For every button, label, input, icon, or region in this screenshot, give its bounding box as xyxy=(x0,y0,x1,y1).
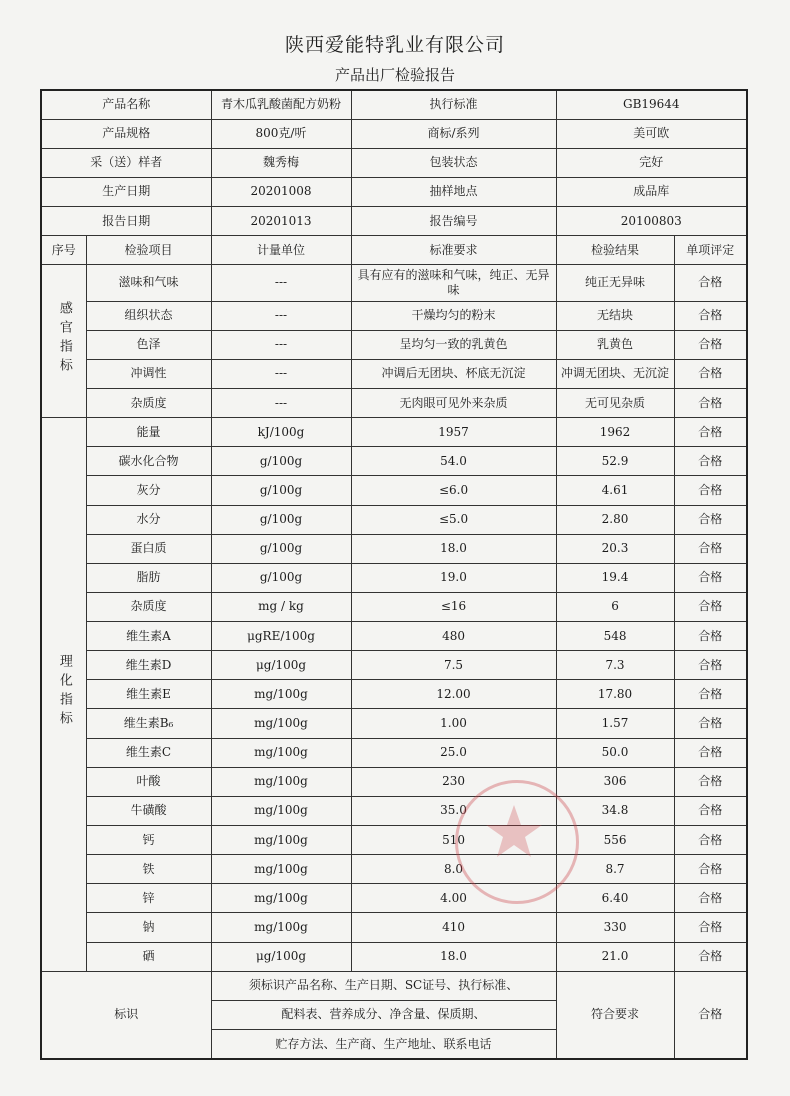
info-row xyxy=(41,207,747,236)
result: 21.0 xyxy=(556,942,674,971)
unit: mg/100g xyxy=(211,855,351,884)
category-label: 理化指标 xyxy=(56,654,72,731)
table-row xyxy=(41,622,747,651)
item-name: 维生素B₆ xyxy=(86,709,211,738)
item-name: 牛磺酸 xyxy=(86,796,211,825)
unit: μgRE/100g xyxy=(211,622,351,651)
info-label: 抽样地点 xyxy=(351,177,556,206)
table-row xyxy=(41,680,747,709)
unit: mg/100g xyxy=(211,767,351,796)
standard: 7.5 xyxy=(351,651,556,680)
evaluation: 合格 xyxy=(674,680,747,709)
item-name: 维生素C xyxy=(86,738,211,767)
standard: 19.0 xyxy=(351,563,556,592)
standard: 230 xyxy=(351,767,556,796)
unit: mg/100g xyxy=(211,884,351,913)
evaluation: 合格 xyxy=(674,942,747,971)
evaluation: 合格 xyxy=(674,418,747,447)
standard: 呈均匀一致的乳黄色 xyxy=(351,330,556,359)
item-name: 蛋白质 xyxy=(86,534,211,563)
table-row xyxy=(41,738,747,767)
evaluation: 合格 xyxy=(674,884,747,913)
item-name: 钙 xyxy=(86,826,211,855)
column-header: 检验项目 xyxy=(86,236,211,265)
result: 330 xyxy=(556,913,674,942)
result: 4.61 xyxy=(556,476,674,505)
table-row xyxy=(41,301,747,330)
evaluation: 合格 xyxy=(674,476,747,505)
table-row xyxy=(41,505,747,534)
evaluation: 合格 xyxy=(674,913,747,942)
result: 34.8 xyxy=(556,796,674,825)
evaluation: 合格 xyxy=(674,592,747,621)
item-name: 碳水化合物 xyxy=(86,447,211,476)
info-value: 20100803 xyxy=(556,207,747,236)
evaluation: 合格 xyxy=(674,388,747,417)
report-title: 产品出厂检验报告 xyxy=(334,66,455,84)
item-name: 组织状态 xyxy=(86,301,211,330)
result: 52.9 xyxy=(556,447,674,476)
evaluation: 合格 xyxy=(674,855,747,884)
table-row xyxy=(41,563,747,592)
standard: ≤6.0 xyxy=(351,476,556,505)
info-value: GB19644 xyxy=(556,90,747,119)
evaluation: 合格 xyxy=(674,651,747,680)
unit: g/100g xyxy=(211,534,351,563)
table-row xyxy=(41,913,747,942)
evaluation: 合格 xyxy=(674,826,747,855)
item-name: 铁 xyxy=(86,855,211,884)
item-name: 杂质度 xyxy=(86,592,211,621)
column-header: 序号 xyxy=(41,236,86,265)
unit: μg/100g xyxy=(211,942,351,971)
evaluation: 合格 xyxy=(674,622,747,651)
standard: 1957 xyxy=(351,418,556,447)
unit: μg/100g xyxy=(211,651,351,680)
item-name: 滋味和气味 xyxy=(86,265,211,301)
evaluation: 合格 xyxy=(674,265,747,301)
result: 2.80 xyxy=(556,505,674,534)
table-row xyxy=(41,476,747,505)
unit: g/100g xyxy=(211,447,351,476)
item-name: 维生素A xyxy=(86,622,211,651)
unit: g/100g xyxy=(211,476,351,505)
unit: mg/100g xyxy=(211,709,351,738)
table-row xyxy=(41,359,747,388)
table-row xyxy=(41,592,747,621)
unit: g/100g xyxy=(211,505,351,534)
table-row xyxy=(41,884,747,913)
standard: ≤16 xyxy=(351,592,556,621)
standard: 54.0 xyxy=(351,447,556,476)
info-row xyxy=(41,119,747,148)
standard: 4.00 xyxy=(351,884,556,913)
info-value: 成品库 xyxy=(556,177,747,206)
standard: 具有应有的滋味和气味，纯正、无异味 xyxy=(351,265,556,301)
result: 306 xyxy=(556,767,674,796)
table-row xyxy=(41,418,747,447)
table-row xyxy=(41,447,747,476)
table-row xyxy=(41,767,747,796)
table-row xyxy=(41,796,747,825)
item-name: 硒 xyxy=(86,942,211,971)
table-row xyxy=(41,651,747,680)
info-row xyxy=(41,148,747,177)
evaluation: 合格 xyxy=(674,359,747,388)
label-row xyxy=(41,971,747,1000)
evaluation: 合格 xyxy=(674,534,747,563)
standard: 410 xyxy=(351,913,556,942)
item-name: 维生素D xyxy=(86,651,211,680)
table-row xyxy=(41,942,747,971)
info-label: 产品规格 xyxy=(41,119,211,148)
table-row xyxy=(41,709,747,738)
standard: 干燥均匀的粉末 xyxy=(351,301,556,330)
result: 6.40 xyxy=(556,884,674,913)
company-name: 陕西爱能特乳业有限公司 xyxy=(284,34,505,56)
unit: --- xyxy=(211,301,351,330)
item-name: 脂肪 xyxy=(86,563,211,592)
column-header: 检验结果 xyxy=(556,236,674,265)
item-name: 标识 xyxy=(41,971,211,1059)
standard: 冲调后无团块、杯底无沉淀 xyxy=(351,359,556,388)
item-name: 色泽 xyxy=(86,330,211,359)
standard: 无肉眼可见外来杂质 xyxy=(351,388,556,417)
standard: 18.0 xyxy=(351,942,556,971)
info-value: 完好 xyxy=(556,148,747,177)
info-label: 包装状态 xyxy=(351,148,556,177)
result: 556 xyxy=(556,826,674,855)
result: 17.80 xyxy=(556,680,674,709)
item-name: 杂质度 xyxy=(86,388,211,417)
info-label: 生产日期 xyxy=(41,177,211,206)
evaluation: 合格 xyxy=(674,330,747,359)
info-label: 商标/系列 xyxy=(351,119,556,148)
result: 无结块 xyxy=(556,301,674,330)
table-row xyxy=(41,826,747,855)
result: 8.7 xyxy=(556,855,674,884)
info-value: 800克/听 xyxy=(211,119,351,148)
result: 乳黄色 xyxy=(556,330,674,359)
result: 1962 xyxy=(556,418,674,447)
unit: --- xyxy=(211,265,351,301)
category-physchem xyxy=(41,418,86,972)
column-header: 计量单位 xyxy=(211,236,351,265)
result: 19.4 xyxy=(556,563,674,592)
evaluation: 合格 xyxy=(674,563,747,592)
info-label: 报告日期 xyxy=(41,207,211,236)
standard: 12.00 xyxy=(351,680,556,709)
category-sensory xyxy=(41,265,86,418)
table-header-row xyxy=(41,236,747,265)
item-name: 水分 xyxy=(86,505,211,534)
item-name: 钠 xyxy=(86,913,211,942)
unit: mg/100g xyxy=(211,738,351,767)
result: 符合要求 xyxy=(556,971,674,1059)
unit: mg/100g xyxy=(211,680,351,709)
info-value: 青木瓜乳酸菌配方奶粉 xyxy=(211,90,351,119)
column-header: 单项评定 xyxy=(674,236,747,265)
info-label: 执行标准 xyxy=(351,90,556,119)
unit: kJ/100g xyxy=(211,418,351,447)
info-label: 采（送）样者 xyxy=(41,148,211,177)
evaluation: 合格 xyxy=(674,709,747,738)
unit: mg/100g xyxy=(211,796,351,825)
unit: mg/100g xyxy=(211,826,351,855)
unit: --- xyxy=(211,330,351,359)
standard: 480 xyxy=(351,622,556,651)
result: 20.3 xyxy=(556,534,674,563)
result: 50.0 xyxy=(556,738,674,767)
evaluation: 合格 xyxy=(674,796,747,825)
unit: mg / kg xyxy=(211,592,351,621)
label-requirement-line: 配料表、营养成分、净含量、保质期、 xyxy=(211,1000,556,1029)
table-row xyxy=(41,388,747,417)
standard: 35.0 xyxy=(351,796,556,825)
label-requirement-line: 须标识产品名称、生产日期、SC证号、执行标准、 xyxy=(211,971,556,1000)
evaluation: 合格 xyxy=(674,738,747,767)
result: 7.3 xyxy=(556,651,674,680)
category-label: 感官指标 xyxy=(56,301,72,378)
item-name: 维生素E xyxy=(86,680,211,709)
info-label: 产品名称 xyxy=(41,90,211,119)
table-row xyxy=(41,265,747,301)
standard: ≤5.0 xyxy=(351,505,556,534)
standard: 1.00 xyxy=(351,709,556,738)
unit: g/100g xyxy=(211,563,351,592)
standard: 8.0 xyxy=(351,855,556,884)
item-name: 叶酸 xyxy=(86,767,211,796)
evaluation: 合格 xyxy=(674,971,747,1059)
evaluation: 合格 xyxy=(674,505,747,534)
result: 548 xyxy=(556,622,674,651)
info-value: 美可欧 xyxy=(556,119,747,148)
result: 6 xyxy=(556,592,674,621)
result: 无可见杂质 xyxy=(556,388,674,417)
unit: --- xyxy=(211,388,351,417)
item-name: 冲调性 xyxy=(86,359,211,388)
info-value: 20201008 xyxy=(211,177,351,206)
item-name: 灰分 xyxy=(86,476,211,505)
info-row xyxy=(41,177,747,206)
item-name: 能量 xyxy=(86,418,211,447)
table-row xyxy=(41,330,747,359)
inspection-table xyxy=(40,89,748,1060)
info-row xyxy=(41,90,747,119)
evaluation: 合格 xyxy=(674,767,747,796)
standard: 510 xyxy=(351,826,556,855)
standard: 25.0 xyxy=(351,738,556,767)
table-row xyxy=(41,855,747,884)
result: 冲调无团块、无沉淀 xyxy=(556,359,674,388)
info-value: 20201013 xyxy=(211,207,351,236)
item-name: 锌 xyxy=(86,884,211,913)
standard: 18.0 xyxy=(351,534,556,563)
label-requirement-line: 贮存方法、生产商、生产地址、联系电话 xyxy=(211,1030,556,1059)
unit: --- xyxy=(211,359,351,388)
column-header: 标准要求 xyxy=(351,236,556,265)
result: 1.57 xyxy=(556,709,674,738)
info-value: 魏秀梅 xyxy=(211,148,351,177)
evaluation: 合格 xyxy=(674,301,747,330)
result: 纯正无异味 xyxy=(556,265,674,301)
table-row xyxy=(41,534,747,563)
info-label: 报告编号 xyxy=(351,207,556,236)
evaluation: 合格 xyxy=(674,447,747,476)
unit: mg/100g xyxy=(211,913,351,942)
